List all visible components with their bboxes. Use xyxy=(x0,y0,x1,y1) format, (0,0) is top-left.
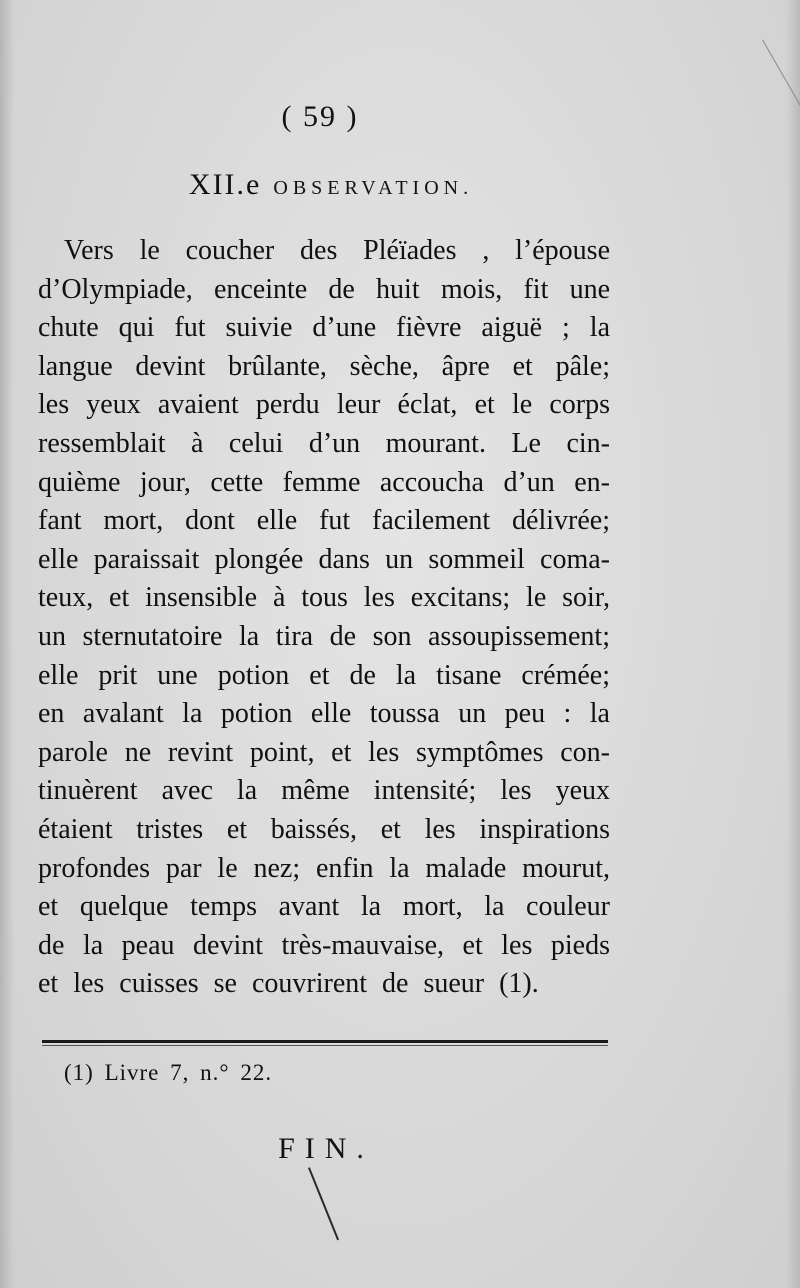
body-paragraph xyxy=(38,232,610,1004)
text-line: parole ne revint point, et les symptômes con- xyxy=(38,736,610,768)
ink-stroke xyxy=(308,1167,339,1240)
text-line: les yeux avaient perdu leur éclat, et le corps xyxy=(38,389,610,421)
text-line: un sternutatoire la tira de son assoupissement; xyxy=(38,620,610,652)
text-line: Vers le coucher des Pléïades , l’épouse xyxy=(64,235,610,266)
section-heading xyxy=(0,168,662,202)
text-line: teux, et insensible à tous les excitans; le soir, xyxy=(38,582,610,614)
heading-numeral: XII.e xyxy=(188,168,262,201)
text-line: elle prit une potion et de la tisane crémée; xyxy=(38,659,610,691)
footnote-divider-underline xyxy=(42,1045,608,1046)
text-line: et les cuisses se couvrirent de sueur (1). xyxy=(38,968,539,1000)
text-line: tinuèrent avec la même intensité; les yeux xyxy=(38,775,610,807)
text-line: profondes par le nez; enfin la malade mourut, xyxy=(38,852,610,884)
footnote: (1) Livre 7, n.° 22. xyxy=(64,1060,273,1085)
heading-label: OBSERVATION. xyxy=(273,177,474,199)
page-number: ( 59 ) xyxy=(281,100,359,133)
page-edge-shadow xyxy=(786,0,800,1288)
text-line: de la peau devint très-mauvaise, et les pieds xyxy=(38,929,610,961)
text-line: quième jour, cette femme accoucha d’un en- xyxy=(38,466,610,498)
text-line: étaient tristes et baissés, et les inspirations xyxy=(38,813,610,845)
footnote-divider xyxy=(42,1040,608,1043)
text-line: langue devint brûlante, sèche, âpre et pâle; xyxy=(38,350,610,382)
text-line: chute qui fut suivie d’une fièvre aiguë ; la xyxy=(38,312,610,344)
text-line: et quelque temps avant la mort, la couleur xyxy=(38,891,610,923)
text-line: elle paraissait plongée dans un sommeil coma- xyxy=(38,543,610,575)
text-line: ressemblait à celui d’un mourant. Le cin- xyxy=(38,427,610,459)
text-line: d’Olympiade, enceinte de huit mois, fit une xyxy=(38,273,610,305)
text-line: fant mort, dont elle fut facilement délivrée; xyxy=(38,505,610,537)
text-line: en avalant la potion elle toussa un peu : la xyxy=(38,698,610,730)
end-marker: FIN. xyxy=(278,1132,374,1165)
